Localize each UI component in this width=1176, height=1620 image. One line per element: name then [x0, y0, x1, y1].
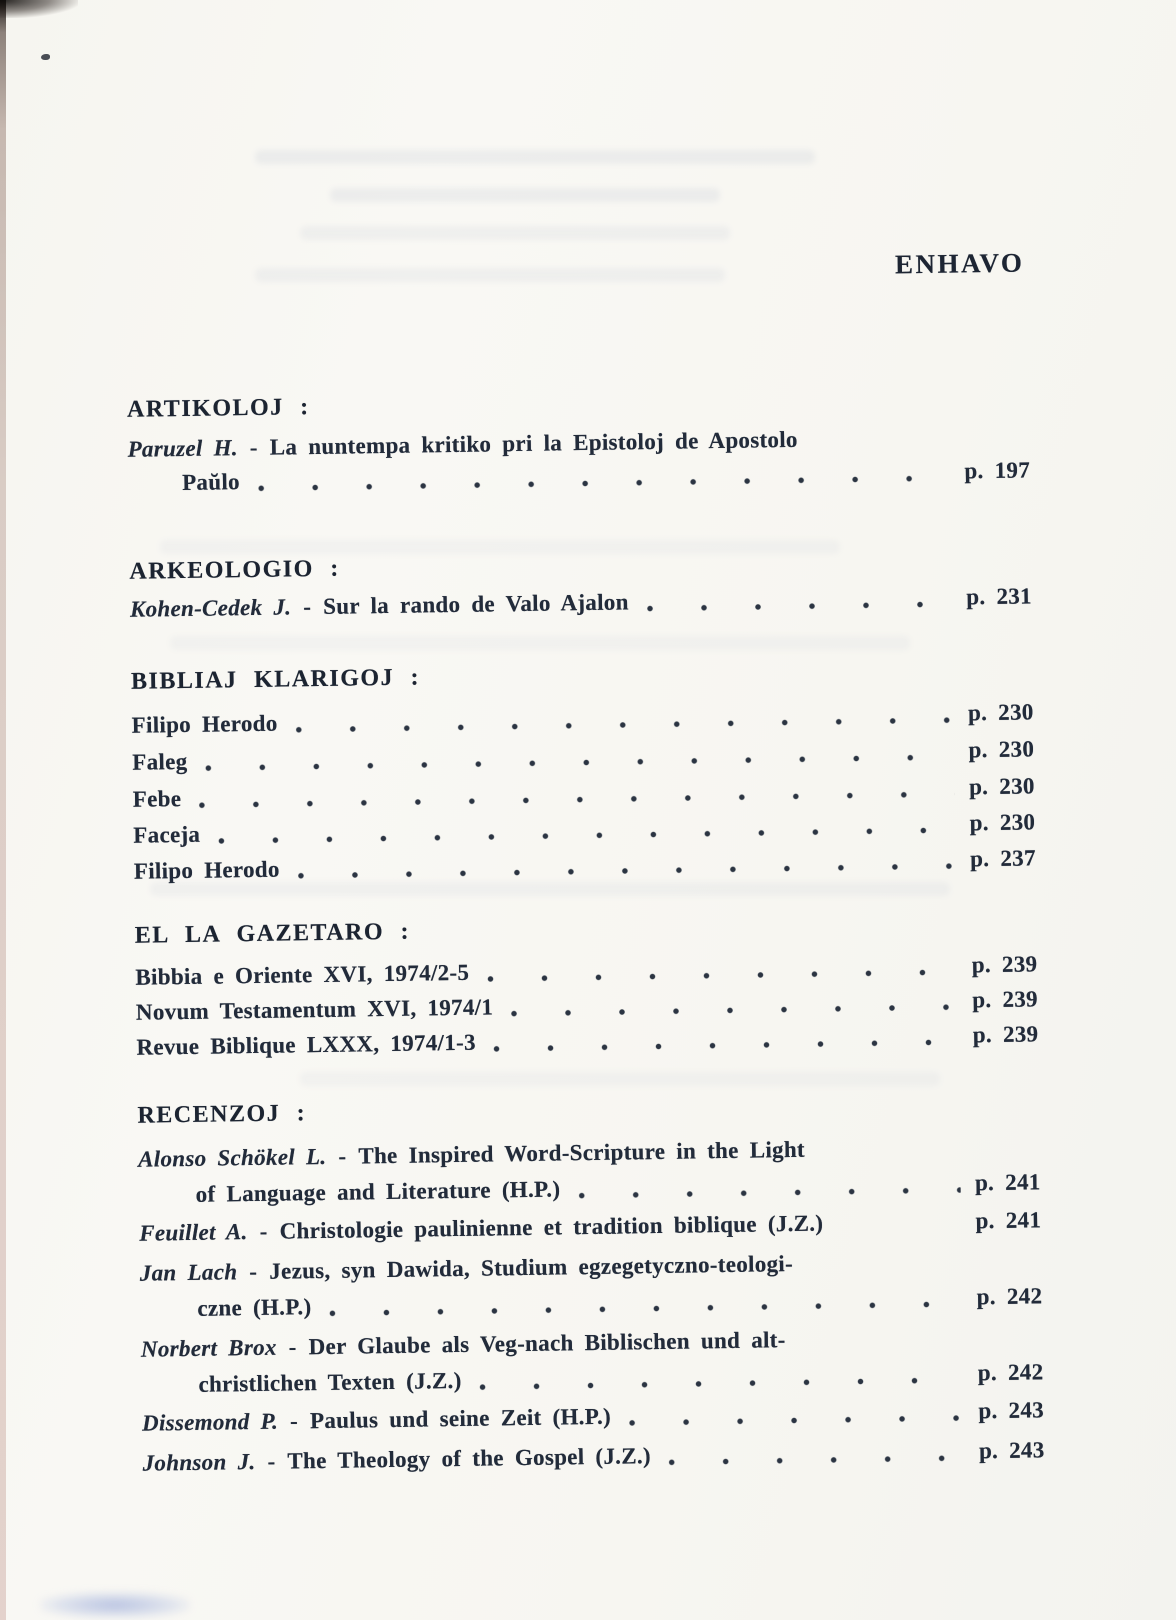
- entry-author: Paruzel H.: [127, 435, 239, 462]
- entry-page-number: p. 231: [966, 583, 1033, 610]
- toc-entry: [136, 986, 1038, 1026]
- toc-entry: [136, 1021, 1038, 1061]
- entry-title: Sur la rando de Valo Ajalon: [322, 589, 629, 619]
- entry-page-number: p. 243: [978, 1437, 1045, 1464]
- dot-leader: [647, 601, 953, 613]
- author-title-separator: -: [288, 1334, 297, 1360]
- toc-entry-continuation: [182, 457, 1030, 496]
- entry-title: Der Glaube als Veg-nach Biblischen und alt-: [308, 1327, 786, 1360]
- toc-entry: [134, 845, 1036, 885]
- dot-leader: [578, 1187, 961, 1200]
- dot-leader: [494, 1039, 959, 1053]
- entry-page-number: p. 237: [969, 845, 1036, 872]
- entry-page-number: p. 230: [968, 773, 1035, 800]
- section-heading-recenzoj: RECENZOJ :: [137, 1100, 307, 1129]
- author-title-separator: -: [303, 594, 312, 620]
- entry-title: Faceja: [133, 821, 201, 848]
- toc-entry: [133, 809, 1035, 849]
- entry-title: La nuntempa kritiko pri la Epistoloj de Apostolo: [269, 426, 798, 460]
- section-heading-arkeologio: ARKEOLOGIO :: [129, 555, 340, 585]
- toc-entry: [142, 1397, 1044, 1437]
- entry-page-number: p. 242: [976, 1283, 1043, 1310]
- dot-leader: [480, 1377, 964, 1391]
- entry-page-number: p. 242: [977, 1359, 1044, 1386]
- entry-page-number: p. 239: [971, 951, 1038, 978]
- toc-entry-continuation: [195, 1169, 1040, 1208]
- toc-entry: [142, 1437, 1044, 1477]
- entry-title-continuation: Paŭlo: [181, 469, 241, 495]
- toc-entry: [139, 1207, 1041, 1247]
- entry-page-number: p. 230: [969, 809, 1036, 836]
- dot-leader: [205, 754, 954, 772]
- entry-title-continuation: czne (H.P.): [197, 1294, 312, 1321]
- entry-author: Alonso Schökel L.: [137, 1143, 327, 1172]
- entry-label: [130, 589, 629, 623]
- entry-page-number: p. 239: [972, 1021, 1039, 1048]
- entry-title: The Inspired Word-Scripture in the Light: [358, 1136, 806, 1169]
- entry-page-number: p. 230: [968, 736, 1035, 763]
- dot-leader: [298, 863, 957, 880]
- section-heading-artikoloj: ARTIKOLOJ :: [126, 394, 310, 423]
- entry-author: Norbert Brox: [140, 1334, 277, 1362]
- page-title: ENHAVO: [894, 247, 1025, 280]
- entry-title-continuation: of Language and Literature (H.P.): [195, 1176, 561, 1207]
- dot-leader: [629, 1415, 964, 1427]
- author-title-separator: -: [249, 1258, 258, 1285]
- toc-entry-continuation: [197, 1283, 1042, 1322]
- entry-author: Kohen-Cedek J.: [129, 594, 292, 622]
- entry-author: Dissemond P.: [141, 1408, 279, 1436]
- entry-title: Novum Testamentum XVI, 1974/1: [135, 994, 494, 1025]
- section-heading-el-la-gazetaro: EL LA GAZETARO :: [134, 918, 411, 949]
- entry-title: Revue Biblique LXXX, 1974/1-3: [136, 1029, 476, 1060]
- entry-title: Filipo Herodo: [131, 710, 278, 738]
- entry-title: Jezus, syn Dawida, Studium egzegetyczno-teologi-: [269, 1251, 794, 1284]
- dot-leader: [199, 791, 955, 809]
- dot-leader: [487, 969, 958, 983]
- dot-leader: [841, 1225, 961, 1234]
- toc-entry-continuation: [198, 1359, 1043, 1398]
- dot-leader: [296, 717, 955, 734]
- author-title-separator: -: [259, 1218, 268, 1244]
- toc-entry: [133, 773, 1035, 813]
- toc-entry: [132, 699, 1034, 739]
- entry-label: [142, 1443, 651, 1477]
- entry-author: Jan Lach: [139, 1259, 238, 1286]
- entry-label: [142, 1404, 611, 1437]
- entry-page-number: p. 241: [975, 1207, 1042, 1234]
- entry-author: Feuillet A.: [139, 1219, 248, 1246]
- entry-title-continuation: christlichen Texten (J.Z.): [198, 1367, 462, 1397]
- toc-entry: [132, 736, 1034, 776]
- section-heading-bibliaj-klarigoj: BIBLIAJ KLARIGOJ :: [130, 664, 421, 695]
- entry-page-number: p. 230: [967, 699, 1034, 726]
- entry-title: The Theology of the Gospel (J.Z.): [287, 1443, 652, 1474]
- entry-page-number: p. 241: [974, 1169, 1041, 1196]
- dot-leader: [330, 1301, 963, 1317]
- author-title-separator: -: [249, 434, 258, 460]
- toc-entry: [140, 1251, 794, 1287]
- entry-title: Febe: [132, 786, 182, 812]
- dot-leader: [218, 827, 955, 845]
- dot-leader: [669, 1455, 965, 1466]
- entry-title: Filipo Herodo: [133, 856, 280, 884]
- entry-title: Paulus und seine Zeit (H.P.): [309, 1403, 612, 1434]
- entry-title: Bibbia e Oriente XVI, 1974/2-5: [135, 959, 470, 990]
- entry-page-number: p. 197: [964, 457, 1031, 484]
- entry-page-number: p. 243: [978, 1397, 1045, 1424]
- entry-title: Faleg: [132, 748, 188, 775]
- toc-entry: [138, 1137, 805, 1173]
- entry-author: Johnson J.: [142, 1449, 256, 1476]
- toc-entry: [130, 583, 1032, 623]
- toc-entry: [141, 1327, 786, 1363]
- entry-page-number: p. 239: [972, 986, 1039, 1013]
- dot-leader: [258, 475, 951, 492]
- author-title-separator: -: [267, 1448, 276, 1474]
- toc-entry: [127, 427, 798, 463]
- toc-entry: [135, 951, 1037, 991]
- author-title-separator: -: [338, 1143, 347, 1169]
- author-title-separator: -: [289, 1408, 299, 1434]
- dot-leader: [511, 1004, 958, 1018]
- entry-label: [139, 1211, 823, 1248]
- entry-title: Christologie paulinienne et tradition biblique (J.Z.): [279, 1210, 824, 1244]
